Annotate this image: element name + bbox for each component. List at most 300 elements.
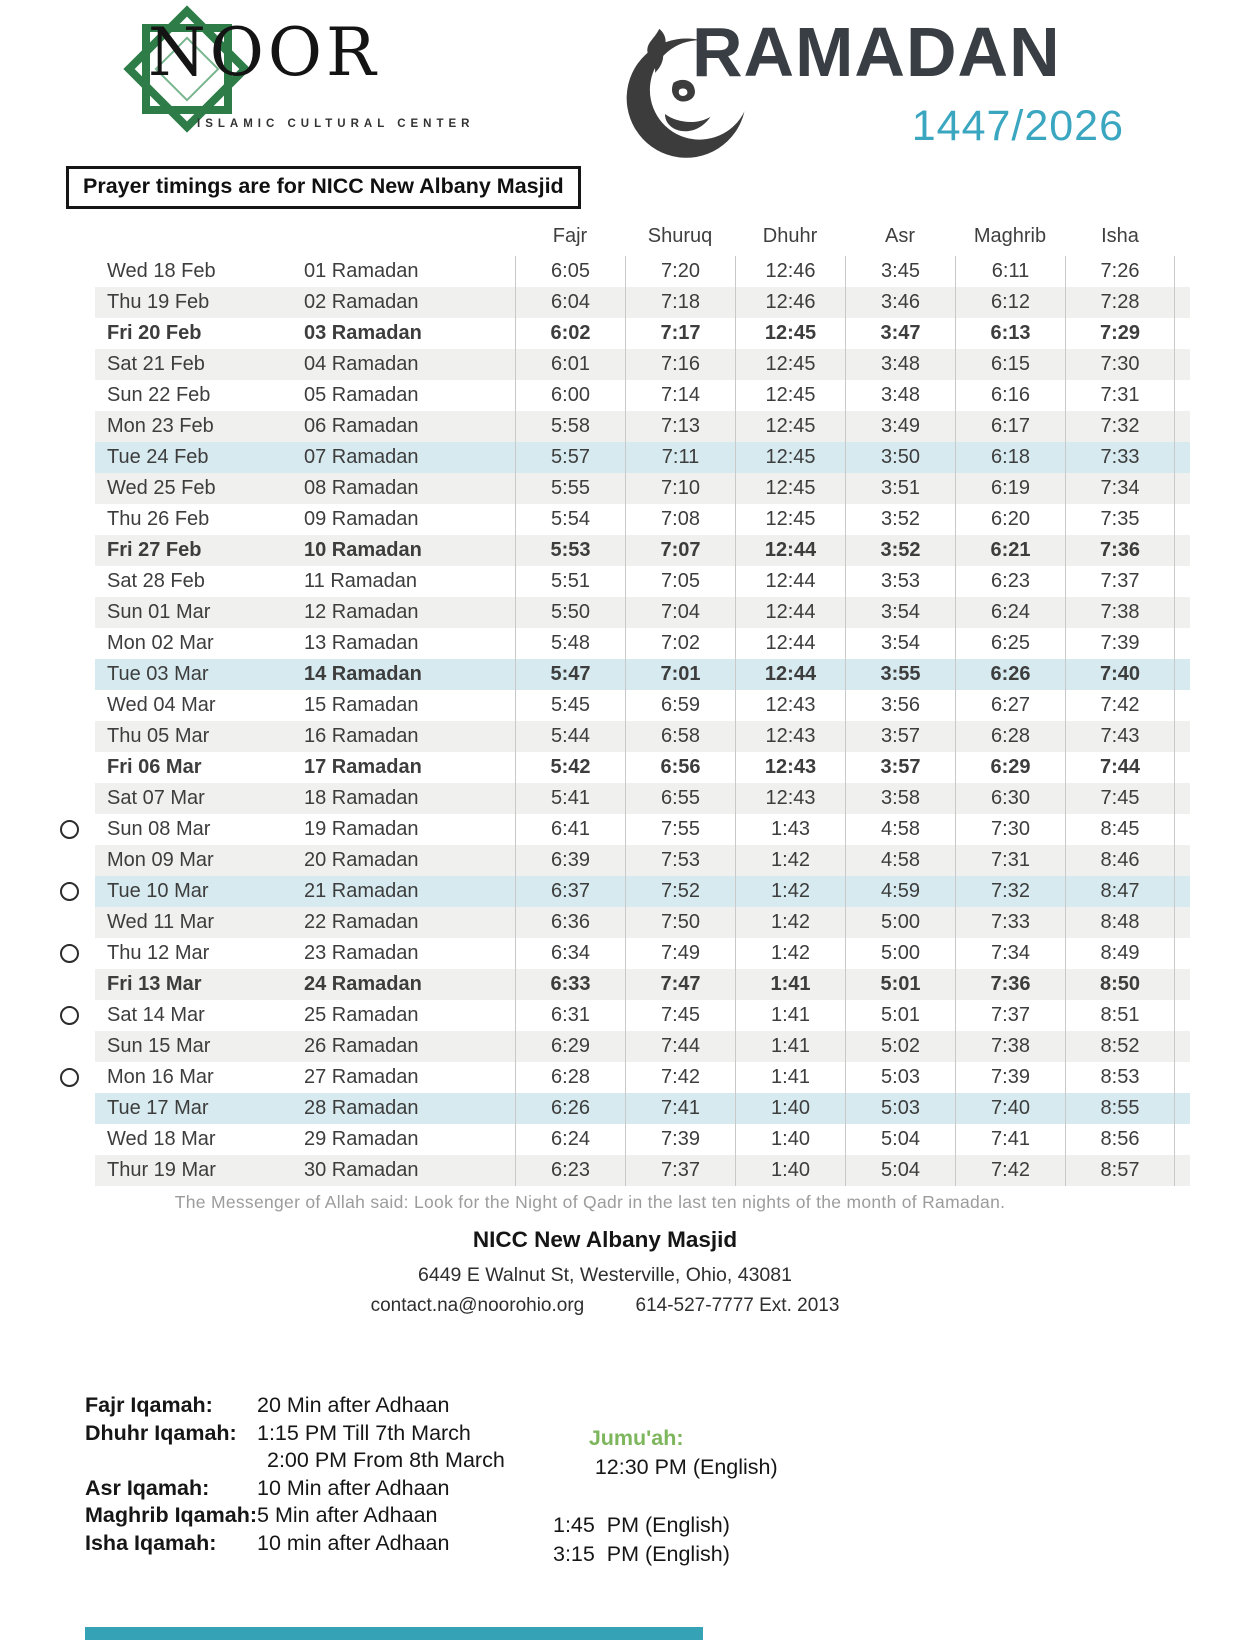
time-cell: 6:39 [515,845,625,876]
time-cell: 12:45 [735,318,845,349]
table-row [40,752,1190,783]
time-cell: 7:30 [1065,349,1175,380]
table-row [40,442,1190,473]
time-cell: 6:18 [955,442,1065,473]
qadr-night-marker-cell [40,535,95,566]
table-row [40,1155,1190,1186]
row-band [95,411,1190,442]
iqamah-label: Dhuhr Iqamah: [85,1420,237,1445]
time-cell: 1:41 [735,1031,845,1062]
time-cell: 7:44 [1065,752,1175,783]
iqamah-row [85,1392,505,1420]
time-cell: 6:23 [515,1155,625,1186]
time-cell: 6:26 [515,1093,625,1124]
time-cell: 12:44 [735,566,845,597]
ramadan-day-cell: 12 Ramadan [304,601,419,623]
iqamah-label: Asr Iqamah: [85,1475,210,1500]
time-cell: 7:07 [625,535,735,566]
date-cell: Fri 27 Feb [107,539,202,561]
time-cell: 3:57 [845,721,955,752]
time-cell: 6:29 [955,752,1065,783]
time-cell: 6:30 [955,783,1065,814]
date-cell: Wed 18 Mar [107,1128,216,1150]
time-cell: 3:55 [845,659,955,690]
time-cell: 7:37 [1065,566,1175,597]
contact-email: contact.na@noorohio.org [370,1295,585,1316]
table-row [40,721,1190,752]
time-cell: 6:16 [955,380,1065,411]
jumuah-block [553,1395,778,1569]
time-cell: 5:42 [515,752,625,783]
iqamah-row [85,1475,505,1503]
time-cell: 7:14 [625,380,735,411]
ramadan-day-cell: 02 Ramadan [304,291,419,313]
circle-icon [60,882,79,901]
time-cell: 7:08 [625,504,735,535]
ramadan-day-cell: 11 Ramadan [304,570,418,592]
time-cell: 7:38 [1065,597,1175,628]
time-cell: 5:00 [845,938,955,969]
row-band [95,659,1190,690]
iqamah-row [85,1447,505,1475]
table-row [40,876,1190,907]
date-cell: Tue 03 Mar [107,663,209,685]
ramadan-day-cell: 26 Ramadan [304,1035,419,1057]
time-cell: 6:34 [515,938,625,969]
time-cell: 7:33 [955,907,1065,938]
date-cell: Mon 23 Feb [107,415,214,437]
table-row [40,690,1190,721]
ramadan-day-cell: 18 Ramadan [304,787,419,809]
time-cell: 6:36 [515,907,625,938]
time-cell: 6:55 [625,783,735,814]
time-cell: 8:57 [1065,1155,1175,1186]
ramadan-day-cell: 14 Ramadan [304,663,422,685]
circle-icon [60,1068,79,1087]
date-cell: Thu 26 Feb [107,508,210,530]
row-band [95,876,1190,907]
jumuah-label: Jumu'ah: [588,1426,684,1450]
row-band [95,690,1190,721]
time-cell: 7:31 [1065,380,1175,411]
time-cell: 3:48 [845,349,955,380]
table-row [40,1031,1190,1062]
date-cell: Mon 09 Mar [107,849,214,871]
table-row [40,814,1190,845]
time-cell: 12:44 [735,659,845,690]
time-cell: 6:59 [625,690,735,721]
bottom-accent-bar [85,1627,703,1640]
ramadan-day-cell: 29 Ramadan [304,1128,419,1150]
iqamah-label: Isha Iqamah: [85,1530,217,1555]
date-cell: Tue 10 Mar [107,880,209,902]
time-cell: 3:58 [845,783,955,814]
time-cell: 8:49 [1065,938,1175,969]
time-cell: 7:44 [625,1031,735,1062]
time-cell: 5:57 [515,442,625,473]
time-cell: 5:54 [515,504,625,535]
row-band [95,535,1190,566]
ramadan-day-cell: 08 Ramadan [304,477,419,499]
date-cell: Thu 19 Feb [107,291,210,313]
time-cell: 5:04 [845,1124,955,1155]
time-cell: 3:48 [845,380,955,411]
time-cell: 6:21 [955,535,1065,566]
qadr-night-marker-cell [40,783,95,814]
time-cell: 7:40 [1065,659,1175,690]
date-cell: Thu 05 Mar [107,725,210,747]
qadr-night-marker-cell [40,1124,95,1155]
time-cell: 12:46 [735,256,845,287]
iqamah-label: Maghrib Iqamah: [85,1503,258,1527]
row-band [95,318,1190,349]
table-row [40,473,1190,504]
time-cell: 5:51 [515,566,625,597]
qadr-night-marker-cell [40,938,95,969]
table-row [40,411,1190,442]
qadr-night-marker-cell [40,318,95,349]
qadr-night-marker-cell [40,566,95,597]
qadr-night-marker-cell [40,1031,95,1062]
date-cell: Wed 11 Mar [107,911,215,933]
qadr-night-marker-cell [40,659,95,690]
time-cell: 7:50 [625,907,735,938]
time-cell: 6:05 [515,256,625,287]
time-cell: 12:45 [735,473,845,504]
time-cell: 7:39 [625,1124,735,1155]
time-cell: 6:24 [515,1124,625,1155]
time-cell: 6:04 [515,287,625,318]
table-row [40,349,1190,380]
time-cell: 7:29 [1065,318,1175,349]
time-cell: 3:45 [845,256,955,287]
ramadan-day-cell: 13 Ramadan [304,632,419,654]
time-cell: 8:52 [1065,1031,1175,1062]
row-band [95,566,1190,597]
table-row [40,659,1190,690]
time-cell: 7:20 [625,256,735,287]
time-cell: 3:47 [845,318,955,349]
time-cell: 12:44 [735,628,845,659]
row-band [95,380,1190,411]
table-row [40,907,1190,938]
column-header: Fajr [552,224,588,247]
time-cell: 7:40 [955,1093,1065,1124]
time-cell: 7:18 [625,287,735,318]
row-band [95,256,1190,287]
time-cell: 8:48 [1065,907,1175,938]
contact-line [0,1295,1210,1317]
date-cell: Fri 13 Mar [107,973,202,995]
time-cell: 7:37 [955,1000,1065,1031]
time-cell: 1:43 [735,814,845,845]
time-cell: 1:42 [735,845,845,876]
time-cell: 6:33 [515,969,625,1000]
time-cell: 7:53 [625,845,735,876]
row-band [95,1031,1190,1062]
time-cell: 5:48 [515,628,625,659]
time-cell: 8:46 [1065,845,1175,876]
qadr-night-marker-cell [40,845,95,876]
date-cell: Sun 22 Feb [107,384,211,406]
time-cell: 5:01 [845,1000,955,1031]
qadr-night-marker-cell [40,597,95,628]
hijri-gregorian-year: 1447/2026 [911,102,1124,150]
qadr-night-marker-cell [40,380,95,411]
table-row [40,628,1190,659]
ramadan-day-cell: 04 Ramadan [304,353,419,375]
jumuah-time: 3:15 PM (English) [553,1542,730,1566]
qadr-night-marker-cell [40,814,95,845]
time-cell: 7:28 [1065,287,1175,318]
time-cell: 6:37 [515,876,625,907]
iqamah-value: 10 min after Adhaan [257,1530,450,1555]
time-cell: 1:40 [735,1155,845,1186]
time-cell: 6:11 [955,256,1065,287]
time-cell: 7:37 [625,1155,735,1186]
time-cell: 7:36 [1065,535,1175,566]
time-cell: 1:41 [735,1062,845,1093]
header-cells [515,225,1175,248]
table-row [40,535,1190,566]
masjid-address: 6449 E Walnut St, Westerville, Ohio, 43081 [418,1264,792,1286]
column-header: Dhuhr [762,224,818,247]
time-cell: 6:28 [515,1062,625,1093]
ramadan-day-cell: 20 Ramadan [304,849,419,871]
time-cell: 5:03 [845,1093,955,1124]
time-cell: 3:54 [845,597,955,628]
date-cell: Sat 07 Mar [107,787,205,809]
time-cell: 7:32 [955,876,1065,907]
time-cell: 7:43 [1065,721,1175,752]
time-cell: 12:43 [735,752,845,783]
date-cell: Tue 24 Feb [107,446,209,468]
time-cell: 7:32 [1065,411,1175,442]
row-band [95,1000,1190,1031]
qadr-night-marker-cell [40,907,95,938]
row-band [95,349,1190,380]
table-row [40,783,1190,814]
time-cell: 7:55 [625,814,735,845]
table-header-row [40,216,1190,256]
time-cell: 8:45 [1065,814,1175,845]
qadr-night-marker-cell [40,349,95,380]
time-cell: 5:47 [515,659,625,690]
time-cell: 7:42 [1065,690,1175,721]
table-row [40,287,1190,318]
iqamah-label: Fajr Iqamah: [85,1393,213,1417]
ramadan-day-cell: 09 Ramadan [304,508,419,530]
row-band [95,1155,1190,1186]
page-title: RAMADAN [692,13,1061,91]
ramadan-day-cell: 16 Ramadan [304,725,419,747]
column-header: Isha [1101,224,1139,247]
time-cell: 12:45 [735,411,845,442]
time-cell: 6:17 [955,411,1065,442]
time-cell: 12:43 [735,721,845,752]
time-cell: 7:41 [625,1093,735,1124]
ramadan-day-cell: 30 Ramadan [304,1159,419,1181]
row-band [95,752,1190,783]
row-band [95,721,1190,752]
time-cell: 6:29 [515,1031,625,1062]
time-cell: 6:01 [515,349,625,380]
logo-wordmark: NOOR [148,14,380,91]
date-cell: Sun 15 Mar [107,1035,211,1057]
jumuah-first-line [553,1395,778,1511]
time-cell: 6:41 [515,814,625,845]
qadr-night-marker-cell [40,411,95,442]
table-row [40,1000,1190,1031]
time-cell: 6:27 [955,690,1065,721]
time-cell: 5:53 [515,535,625,566]
row-band [95,1124,1190,1155]
table-row [40,845,1190,876]
row-band [95,783,1190,814]
qadr-quote: The Messenger of Allah said: Look for the Night of Qadr in the last ten nights of the month of Ramadan. [174,1192,1006,1212]
table-body [40,256,1190,1186]
time-cell: 7:45 [1065,783,1175,814]
ramadan-day-cell: 22 Ramadan [304,911,419,933]
qadr-night-marker-cell [40,969,95,1000]
table-row [40,1124,1190,1155]
time-cell: 6:13 [955,318,1065,349]
time-cell: 6:28 [955,721,1065,752]
time-cell: 7:11 [625,442,735,473]
time-cell: 7:38 [955,1031,1065,1062]
time-cell: 8:55 [1065,1093,1175,1124]
qadr-night-marker-cell [40,287,95,318]
time-cell: 8:51 [1065,1000,1175,1031]
ramadan-day-cell: 07 Ramadan [304,446,419,468]
iqamah-label [85,1447,257,1475]
date-cell: Sun 08 Mar [107,818,211,840]
jumuah-time: 1:45 PM (English) [553,1513,730,1537]
time-cell: 3:50 [845,442,955,473]
time-cell: 6:00 [515,380,625,411]
jumuah-time: 12:30 PM (English) [588,1455,778,1479]
time-cell: 5:55 [515,473,625,504]
row-band [95,938,1190,969]
date-cell: Wed 25 Feb [107,477,216,499]
time-cell: 5:04 [845,1155,955,1186]
time-cell: 7:10 [625,473,735,504]
row-band [95,442,1190,473]
table-row [40,318,1190,349]
time-cell: 7:31 [955,845,1065,876]
table-row [40,566,1190,597]
time-cell: 7:33 [1065,442,1175,473]
time-cell: 1:42 [735,876,845,907]
iqamah-row [85,1502,505,1530]
date-cell: Thu 12 Mar [107,942,210,964]
row-band [95,628,1190,659]
ramadan-day-cell: 01 Ramadan [304,260,419,282]
column-header: Asr [885,224,915,247]
ramadan-day-cell: 24 Ramadan [304,973,422,995]
time-cell: 7:39 [955,1062,1065,1093]
time-cell: 5:58 [515,411,625,442]
time-cell: 7:39 [1065,628,1175,659]
date-cell: Tue 17 Mar [107,1097,209,1119]
time-cell: 6:26 [955,659,1065,690]
iqamah-value: 2:00 PM From 8th March [267,1448,505,1472]
qadr-night-marker-cell [40,256,95,287]
ramadan-day-cell: 15 Ramadan [304,694,419,716]
qadr-night-marker-cell [40,628,95,659]
time-cell: 7:34 [955,938,1065,969]
circle-icon [60,820,79,839]
column-header: Maghrib [973,224,1047,247]
row-band [95,1093,1190,1124]
date-cell: Sun 01 Mar [107,601,211,623]
time-cell: 12:45 [735,442,845,473]
time-cell: 7:04 [625,597,735,628]
ramadan-day-cell: 06 Ramadan [304,415,419,437]
time-cell: 7:52 [625,876,735,907]
time-cell: 6:19 [955,473,1065,504]
circle-icon [60,944,79,963]
time-cell: 7:16 [625,349,735,380]
qadr-night-marker-cell [40,1155,95,1186]
qadr-night-marker-cell [40,721,95,752]
date-cell: Sat 21 Feb [107,353,205,375]
table-row [40,938,1190,969]
time-cell: 7:47 [625,969,735,1000]
time-cell: 7:02 [625,628,735,659]
date-cell: Fri 20 Feb [107,322,202,344]
time-cell: 6:20 [955,504,1065,535]
date-cell: Thur 19 Mar [107,1159,216,1181]
time-cell: 6:02 [515,318,625,349]
ramadan-day-cell: 05 Ramadan [304,384,419,406]
table-row [40,969,1190,1000]
qadr-night-marker-cell [40,1062,95,1093]
qadr-night-marker-cell [40,876,95,907]
banner-note: Prayer timings are for NICC New Albany Masjid [66,166,581,209]
ramadan-day-cell: 17 Ramadan [304,756,422,778]
time-cell: 12:45 [735,504,845,535]
ramadan-day-cell: 27 Ramadan [304,1066,419,1088]
row-band [95,1062,1190,1093]
time-cell: 7:42 [625,1062,735,1093]
time-cell: 3:57 [845,752,955,783]
time-cell: 6:25 [955,628,1065,659]
time-cell: 5:44 [515,721,625,752]
iqamah-value: 20 Min after Adhaan [257,1393,450,1417]
iqamah-value: 1:15 PM Till 7th March [257,1420,471,1445]
time-cell: 5:03 [845,1062,955,1093]
time-cell: 4:58 [845,845,955,876]
time-cell: 6:24 [955,597,1065,628]
time-cell: 12:45 [735,380,845,411]
circle-icon [60,1006,79,1025]
iqamah-value: 10 Min after Adhaan [257,1475,450,1500]
time-cell: 7:41 [955,1124,1065,1155]
time-cell: 12:44 [735,597,845,628]
time-cell: 4:59 [845,876,955,907]
date-cell: Sat 28 Feb [107,570,205,592]
row-band [95,473,1190,504]
time-cell: 3:46 [845,287,955,318]
time-cell: 3:52 [845,504,955,535]
time-cell: 1:41 [735,969,845,1000]
date-cell: Mon 02 Mar [107,632,214,654]
time-cell: 12:43 [735,783,845,814]
row-band [95,814,1190,845]
time-cell: 6:15 [955,349,1065,380]
time-cell: 6:56 [625,752,735,783]
